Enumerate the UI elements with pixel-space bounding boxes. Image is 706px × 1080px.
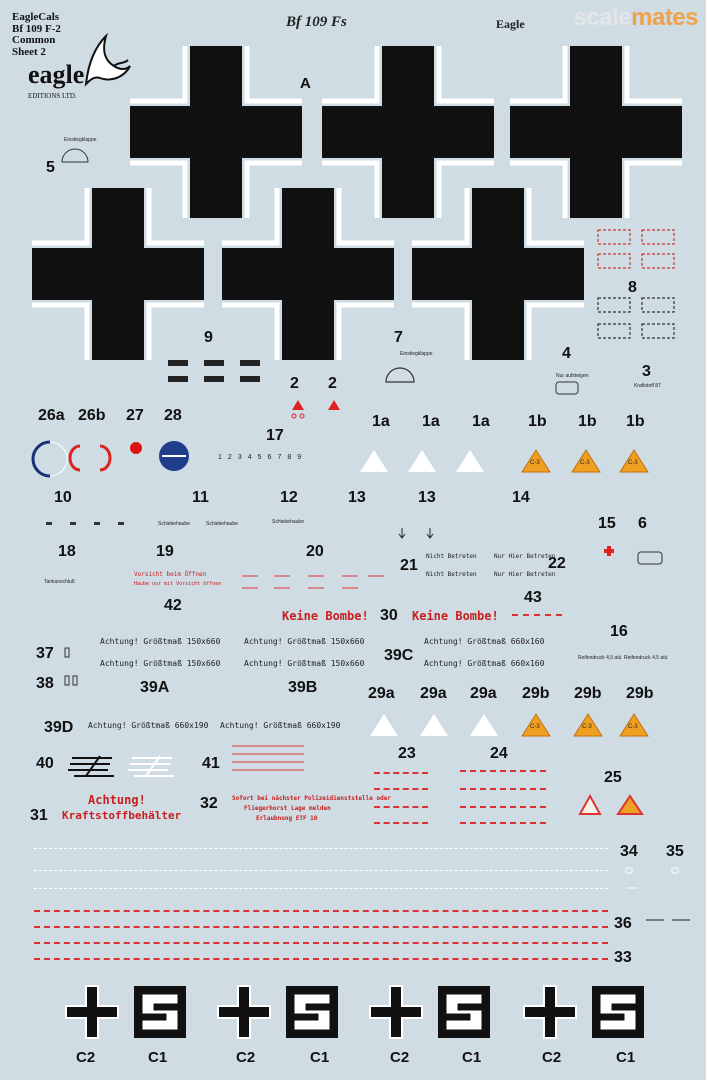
- digit: 7: [277, 454, 288, 461]
- label-32: 32: [200, 795, 218, 812]
- label-22: 22: [548, 555, 566, 572]
- sofort-line-2: Fliegerhorst Lage melden: [244, 805, 331, 812]
- brand-block: [12, 12, 61, 58]
- dash-23: [374, 788, 428, 790]
- label-28: 28: [164, 407, 182, 424]
- digit: 5: [257, 454, 268, 461]
- label-33: 33: [614, 949, 632, 966]
- c3-text-2: C-3: [580, 460, 590, 466]
- label-17: 17: [266, 427, 284, 444]
- label-30: 30: [380, 607, 398, 624]
- vorsicht-line-2: Haube nur mit Vorsicht öffnen: [134, 581, 222, 587]
- achtung-190-2: Achtung! Größtmaß 660x190: [220, 721, 341, 730]
- label-18: 18: [58, 543, 76, 560]
- red-cross-15-icon: [604, 546, 614, 556]
- white-line-34: [34, 848, 608, 849]
- c3-text-3: C-3: [628, 460, 638, 466]
- label-A: A: [300, 75, 311, 92]
- balkenkreuz-large-6: [412, 188, 584, 360]
- panel-6-icon: [636, 550, 664, 566]
- brand-line: Bf 109 F-2: [12, 22, 61, 35]
- label-37: 37: [36, 645, 54, 662]
- label-2b: 2: [328, 375, 337, 392]
- red-line-36: [34, 942, 608, 944]
- dash-36-icon: [644, 916, 692, 924]
- sofort-line-1: Sofort bei nächster Polizeidienststelle oder: [232, 795, 391, 802]
- arrows-13: [396, 526, 436, 540]
- dash-24: [460, 806, 546, 808]
- nicht-betreten-1: Nicht Betreten: [426, 553, 477, 560]
- nicht-betreten-2: Nicht Betreten: [426, 571, 477, 578]
- achtung-190-1: Achtung! Größtmaß 660x190: [88, 721, 209, 730]
- digit: 4: [247, 454, 258, 461]
- white-line-34: [34, 888, 608, 889]
- digit: 9: [297, 454, 308, 461]
- nur-hier-2: Nur Hier Betreten: [494, 571, 556, 578]
- dash-24: [460, 770, 546, 772]
- achtung-red-line-2: Kraftstoffbehälter: [62, 809, 182, 822]
- achtung-660-2: Achtung! Größtmaß 660x160: [424, 659, 545, 668]
- dash-23: [374, 806, 428, 808]
- balkenkreuz-large-5: [222, 188, 394, 360]
- brand-line: Sheet 2: [12, 45, 46, 58]
- c3-text-6: C-3: [628, 724, 638, 730]
- label-16: 16: [610, 623, 628, 640]
- tick-marks-10: [46, 520, 126, 528]
- digit: 6: [267, 454, 278, 461]
- label-29b-2: 29b: [574, 685, 602, 702]
- label-1a-1: 1a: [372, 413, 390, 430]
- achtung-150-3: Achtung! Größtmaß 150x660: [100, 659, 221, 668]
- label-26b: 26b: [78, 407, 106, 424]
- label-6: 6: [638, 515, 647, 532]
- label-34: 34: [620, 843, 638, 860]
- label-9: 9: [204, 329, 213, 346]
- small-marks-37-38: [62, 646, 82, 686]
- label-38: 38: [36, 675, 54, 692]
- label-C2-3: C2: [390, 1049, 410, 1066]
- hinweis-text-3: Schiebehaube: [272, 519, 304, 525]
- small-marks-34-35: [624, 866, 694, 896]
- label-29b-3: 29b: [626, 685, 654, 702]
- wing-stripes-40: [66, 752, 176, 778]
- dash-24: [460, 822, 546, 824]
- panel-4-icon: [554, 380, 580, 396]
- digit: 3: [237, 454, 248, 461]
- label-3: 3: [642, 363, 651, 380]
- label-27: 27: [126, 407, 144, 424]
- label-40: 40: [36, 755, 54, 772]
- eagle-logo-icon: [80, 26, 132, 88]
- flap-outline-icon: [60, 146, 90, 164]
- warning-triangles-25: [576, 792, 646, 818]
- label-13a: 13: [348, 489, 366, 506]
- achtung-150-4: Achtung! Größtmaß 150x660: [244, 659, 365, 668]
- red-lines-41: [230, 744, 306, 774]
- vorsicht-line-1: Vorsicht beim Öffnen: [134, 571, 207, 578]
- label-29a-1: 29a: [368, 685, 395, 702]
- dash-23: [374, 822, 428, 824]
- label-10: 10: [54, 489, 72, 506]
- reifendruck-2: Reifendruck 4,5 atü: [624, 655, 668, 661]
- red-line-36: [34, 926, 608, 928]
- zu-arrows-20: [238, 570, 388, 594]
- label-1b-1: 1b: [528, 413, 547, 430]
- keine-bombe-2: Keine Bombe!: [412, 609, 499, 623]
- red-triangles-2: [288, 398, 348, 420]
- keine-bombe-1: Keine Bombe!: [282, 609, 369, 623]
- nur-hier-1: Nur Hier Betreten: [494, 553, 556, 560]
- tank-text-18: Tankanschluß: [44, 579, 75, 585]
- dash-43: [512, 614, 562, 616]
- reifendruck-1: Reifendruck 4,5 atü: [578, 655, 622, 661]
- watermark: [574, 4, 698, 32]
- label-C2-1: C2: [76, 1049, 96, 1066]
- brand-line: EagleCals: [12, 11, 60, 23]
- label-23: 23: [398, 745, 416, 762]
- label-C2-2: C2: [236, 1049, 256, 1066]
- achtung-660-1: Achtung! Größtmaß 660x160: [424, 637, 545, 646]
- digit: 2: [227, 454, 238, 461]
- label-35: 35: [666, 843, 684, 860]
- label-C1-1: C1: [148, 1049, 168, 1066]
- watermark-text-b: mates: [631, 4, 698, 31]
- label-43: 43: [524, 589, 542, 606]
- dashed-panels-8: [592, 226, 682, 346]
- label-19: 19: [156, 543, 174, 560]
- label-5: 5: [46, 159, 55, 176]
- label-1b-3: 1b: [626, 413, 645, 430]
- watermark-text-a: scale: [573, 4, 632, 31]
- label-1b-2: 1b: [578, 413, 597, 430]
- fuel-flap-text: Einstiegklappe: [64, 137, 97, 143]
- label-7: 7: [394, 329, 403, 346]
- c3-text-4: C-3: [530, 724, 540, 730]
- label-1a-2: 1a: [422, 413, 440, 430]
- label-15: 15: [598, 515, 616, 532]
- label-36: 36: [614, 915, 632, 932]
- logo-sub: EDITIONS LTD.: [28, 92, 77, 100]
- flap-outline-7-icon: [384, 360, 416, 384]
- label-21: 21: [400, 557, 418, 574]
- label-41: 41: [202, 755, 220, 772]
- sofort-line-3: Erlaubnung ETF 10: [256, 815, 318, 822]
- brand-line: Common: [12, 34, 56, 47]
- label-C1-3: C1: [462, 1049, 482, 1066]
- round-insignia-row: [28, 436, 198, 484]
- red-line-33: [34, 958, 608, 960]
- label-C1-4: C1: [616, 1049, 636, 1066]
- label-39D: 39D: [44, 719, 74, 736]
- label-29a-3: 29a: [470, 685, 497, 702]
- label-4: 4: [562, 345, 571, 362]
- bottom-markings-row: [60, 982, 680, 1044]
- red-line-36: [34, 910, 608, 912]
- digit: 1: [218, 454, 228, 461]
- label-31: 31: [30, 807, 48, 824]
- fuel-flap-text-2: Einstiegklappe: [400, 351, 433, 357]
- label-2a: 2: [290, 375, 299, 392]
- top-right-text: Eagle: [496, 17, 525, 31]
- hinweis-text-2: Schiebehaube: [206, 521, 238, 527]
- label-12: 12: [280, 489, 298, 506]
- label-20: 20: [306, 543, 324, 560]
- balkenkreuz-large-4: [32, 188, 204, 360]
- label-11: 11: [192, 489, 209, 506]
- label-39B: 39B: [288, 679, 318, 696]
- label-C2-4: C2: [542, 1049, 562, 1066]
- kraftstoff-text: Kraftstoff 87: [634, 383, 661, 389]
- label-13b: 13: [418, 489, 436, 506]
- logo-word: eagle: [28, 60, 85, 89]
- achtung-red-line-1: Achtung!: [88, 793, 146, 807]
- label-1a-3: 1a: [472, 413, 490, 430]
- dash-24: [460, 788, 546, 790]
- label-29a-2: 29a: [420, 685, 447, 702]
- achtung-150-1: Achtung! Größtmaß 150x660: [100, 637, 221, 646]
- achtung-150-2: Achtung! Größtmaß 150x660: [244, 637, 365, 646]
- label-24: 24: [490, 745, 508, 762]
- dash-23: [374, 772, 428, 774]
- label-C1-2: C1: [310, 1049, 330, 1066]
- sheet-title: Bf 109 Fs: [286, 14, 347, 30]
- label-29b-1: 29b: [522, 685, 550, 702]
- label-39C: 39C: [384, 647, 414, 664]
- label-25: 25: [604, 769, 622, 786]
- label-26a: 26a: [38, 407, 65, 424]
- c3-text-1: C-3: [530, 460, 540, 466]
- label-8: 8: [628, 279, 637, 296]
- hinweis-text-1: Schiebehaube: [158, 521, 190, 527]
- label-42: 42: [164, 597, 182, 614]
- white-line-34: [34, 870, 608, 871]
- gauge-text: Nur aufsteigen: [556, 373, 589, 379]
- label-14: 14: [512, 489, 530, 506]
- small-plates-9: [168, 358, 264, 388]
- number-strip-17: [218, 454, 307, 461]
- label-39A: 39A: [140, 679, 170, 696]
- digit: 8: [287, 454, 298, 461]
- c3-text-5: C-3: [582, 724, 592, 730]
